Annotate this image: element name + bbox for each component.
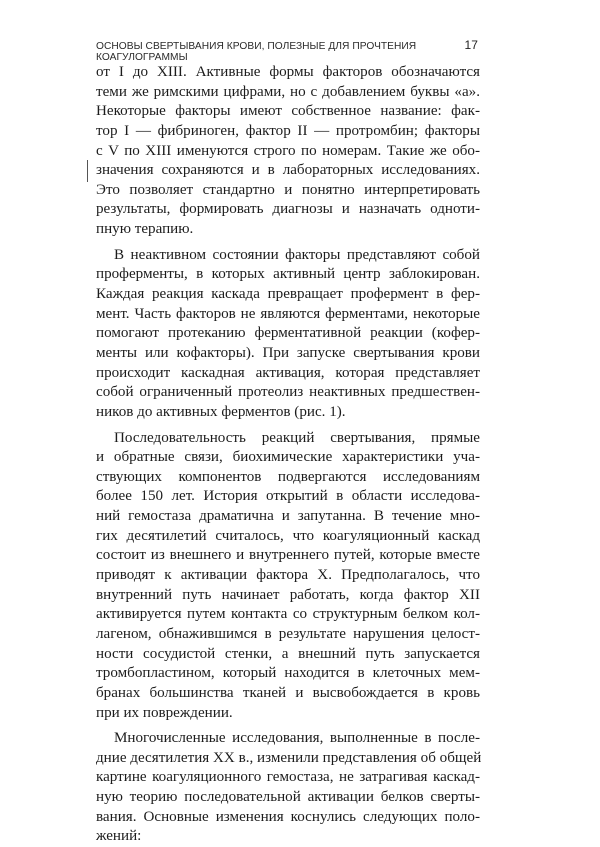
- text-line: ную теорию последовательной активации белков сверты-: [96, 789, 480, 806]
- text-line: теми же римскими цифрами, но с добавлением буквы «а».: [96, 83, 480, 100]
- margin-mark: [87, 160, 88, 182]
- page-number: 17: [464, 38, 478, 52]
- text-line: картине коагуляционного гемостаза, не затрагивая каскад-: [96, 769, 480, 786]
- text-line: ников до активных ферментов (рис. 1).: [96, 403, 346, 420]
- text-line: вания. Основные изменения коснулись следующих поло-: [96, 808, 480, 825]
- text-line: В неактивном состоянии факторы представляют собой: [114, 246, 480, 263]
- text-line: пную терапию.: [96, 221, 194, 238]
- text-line: Последовательность реакций свертывания, прямые: [114, 429, 480, 446]
- text-line: помогают протеканию ферментативной реакции (кофер-: [96, 325, 480, 342]
- text-line: Каждая реакция каскада превращает профермент в фер-: [96, 286, 480, 303]
- text-line: менты или кофакторы). При запуске свертывания крови: [96, 344, 480, 361]
- paragraph-3: [96, 429, 480, 724]
- text-line: внутренний путь начинает работать, когда фактор XII: [96, 586, 480, 603]
- body-text: [96, 63, 480, 847]
- text-line: значения сохраняются и в лабораторных исследованиях.: [96, 162, 480, 179]
- text-line: более 150 лет. История открытий в области исследова-: [96, 488, 480, 505]
- text-line: дние десятилетия XX в., изменили представления об общей: [96, 749, 482, 766]
- paragraph-2: [96, 246, 480, 423]
- text-line: происходит каскадная активация, которая представляет: [96, 364, 480, 381]
- text-line: ний гемостаза драматична и запутанна. В течение мно-: [96, 508, 480, 525]
- text-line: ности сосудистой стенки, а внешний путь запускается: [96, 645, 480, 662]
- paragraph-1: [96, 63, 480, 240]
- text-line: с V по XIII именуются строго по номерам. Такие же обо-: [96, 142, 480, 159]
- text-line: жений:: [96, 828, 142, 845]
- text-line: ствующих компонентов подвергаются исследованиям: [96, 468, 480, 485]
- text-line: Многочисленные исследования, выполненные в после-: [114, 730, 480, 747]
- text-line: собой ограниченный протеолиз неактивных предшествен-: [96, 384, 480, 401]
- text-line: и обратные связи, биохимические характеристики уча-: [96, 449, 480, 466]
- text-line: Некоторые факторы имеют собственное название: фак-: [96, 103, 480, 120]
- text-line: состоит из внешнего и внутреннего путей, которые вместе: [96, 547, 480, 564]
- text-line: бранах большинства тканей и высвобождается в кровь: [96, 684, 480, 701]
- text-line: тор I — фибриноген, фактор II — протромбин; факторы: [96, 122, 480, 139]
- text-line: приводят к активации фактора X. Предполагалось, что: [96, 567, 480, 584]
- paragraph-4: [96, 729, 480, 847]
- text-line: тромбопластином, который находится в клеточных мем-: [96, 665, 480, 682]
- running-header: [96, 38, 478, 63]
- text-line: при их повреждении.: [96, 704, 233, 721]
- text-line: проферменты, в которых активный центр заблокирован.: [96, 266, 480, 283]
- text-line: результаты, формировать диагнозы и назначать одноти-: [96, 201, 480, 218]
- text-line: мент. Часть факторов не являются ферментами, некоторые: [96, 305, 480, 322]
- text-line: активируется путем контакта со структурным белком кол-: [96, 606, 480, 623]
- text-line: лагеном, обнажившимся в результате нарушения целост-: [96, 625, 480, 642]
- running-title: ОСНОВЫ СВЕРТЫВАНИЯ КРОВИ, ПОЛЕЗНЫЕ ДЛЯ ПРОЧТЕНИЯ КОАГУЛОГРАММЫ: [96, 41, 417, 63]
- text-line: Это позволяет стандартно и понятно интерпретировать: [96, 181, 480, 198]
- text-line: от I до XIII. Активные формы факторов обозначаются: [96, 64, 480, 80]
- text-line: гих десятилетий считалось, что коагуляционный каскад: [96, 527, 480, 544]
